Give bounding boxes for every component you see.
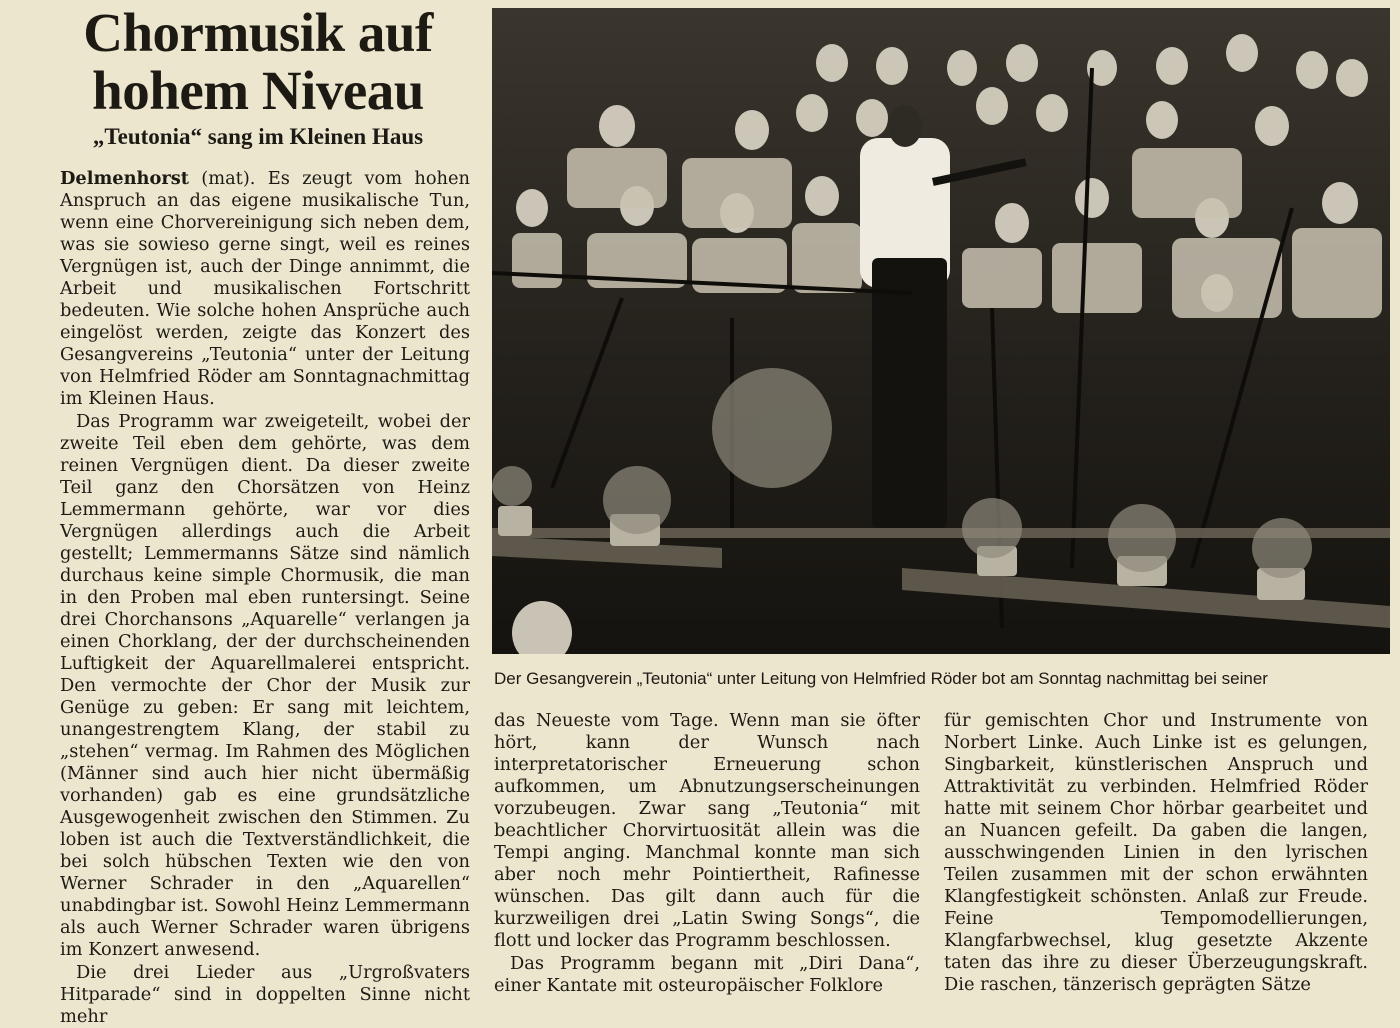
paragraph-5: Das Programm begann mit „Diri Dana“, einer Kantate mit osteuropäischer Folklore	[494, 953, 920, 996]
photo-caption: Der Gesangverein „Teutonia“ unter Leitung von Helmfried Röder bot am Sonntag nachmittag bei seiner	[494, 669, 1268, 688]
choir-photo	[492, 8, 1390, 654]
headline-line-2: hohem Niveau	[92, 60, 424, 121]
article-column-3	[944, 710, 1368, 996]
paragraph-1-text: (mat). Es zeugt vom hohen Anspruch an das eigene musikalische Tun, wenn eine Chorvereinigung sich neben dem, was sie sowieso gerne singt, weil es reines Vergnügen ist, auch der Dinge annimmt, die Arbeit und musikalischen Fortschritt bedeuten. Wie solche hohen Ansprüche auch eingelöst werden, zeigte das Konzert des Gesangvereins „Teutonia“ unter der Leitung von Helmfried Röder am Sonntagnachmittag im Kleinen Haus.	[60, 168, 470, 409]
paragraph-1	[60, 168, 470, 410]
paragraph-6: für gemischten Chor und Instrumente von Norbert Linke. Auch Linke ist es gelungen, Singbarkeit, künstlerischen Anspruch und Attraktivität zu verbinden. Helmfried Röder hatte mit seinem Chor hörbar gearbeitet und an Nuancen gefeilt. Da gaben die langen, ausschwingenden Linien in den lyrischen Teilen zusammen mit der schon erwähnten Klangfestigkeit schönsten. Anlaß zur Freude. Feine Tempomodellierungen, Klangfarbwechsel, klug gesetzte Akzente taten das ihre zu dieser Überzeugungskraft. Die raschen, tänzerisch geprägten Sätze	[944, 710, 1368, 995]
headline-line-1: Chormusik auf	[83, 2, 433, 63]
article-column-2	[494, 710, 920, 997]
headline	[58, 4, 458, 120]
paragraph-4: das Neueste vom Tage. Wenn man sie öfter hört, kann der Wunsch nach interpretatorischer Erneuerung schon aufkommen, um Abnutzungserscheinungen vorzubeugen. Zwar sang „Teutonia“ mit beachtlicher Chorvirtuosität allein was die Tempi anging. Manchmal konnte man sich aber noch mehr Pointiertheit, Rafinesse wünschen. Das gilt dann auch für die kurzweiligen drei „Latin Swing Songs“, die flott und locker das Programm beschlossen.	[494, 710, 920, 951]
choir-photo-illustration	[492, 8, 1390, 654]
paragraph-2: Das Programm war zweigeteilt, wobei der zweite Teil eben dem gehörte, was dem reinen Vergnügen dient. Da dieser zweite Teil ganz den Chorsätzen von Heinz Lemmermann gehörte, war vor dies Vergnügen allerdings auch die Arbeit gestellt; Lemmermanns Sätze sind nämlich durchaus keine simple Chormusik, die man in den Proben mal eben runtersingt. Seine drei Chorchansons „Aquarelle“ verlangen ja einen Chorklang, der der durchscheinenden Luftigkeit der Aquarellmalerei entspricht. Den vermochte der Chor der Musik zur Genüge zu geben: Er sang mit leichtem, unangestrengtem Klang, der stabil zu „stehen“ vermag. Im Rahmen des Möglichen (Männer sind auch hier nicht übermäßig vorhanden) gab es eine grundsätzliche Ausgewogenheit zwischen den Stimmen. Zu loben ist auch die Textverständlichkeit, die bei solch hübschen Texten wie den von Werner Schrader in den „Aquarellen“ unabdingbar ist. Sowohl Heinz Lemmermann als auch Werner Schrader waren übrigens im Konzert anwesend.	[60, 411, 470, 960]
paragraph-3: Die drei Lieder aus „Urgroßvaters Hitparade“ sind in doppelten Sinne nicht mehr	[60, 962, 470, 1027]
dateline: Delmenhorst	[60, 168, 189, 189]
subheadline: „Teutonia“ sang im Kleinen Haus	[92, 124, 424, 149]
article-column-1	[60, 168, 470, 1028]
